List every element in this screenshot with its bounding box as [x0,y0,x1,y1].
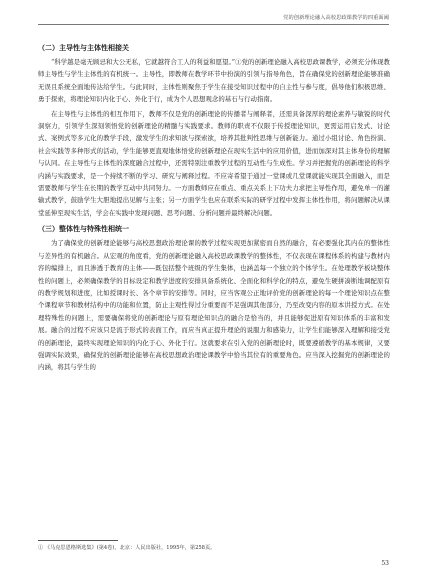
footnote-divider [38,540,118,541]
paragraph: 在主导性与主体性的相互作用下，教师不仅是党的创新理论的传播者与阐释者，还需具备深厚的理论素养与敏锐的时代洞察力，引领学生深刻领悟党的创新理论的精髓与实践要求。教师的职责不仅限于传授理论知识，更需运用启发式、讨论式、案例式等多元化的教学手段，激发学生的求知欲与探索欲，培养其批判性思维与创新能力。通过小组讨论、角色扮演、社会实践等多种形式的活动，学生能够更直观地体悟党的创新理论在现实生活中的应用价值，进而加深对其主体身份的理解与认同。在主导性与主体性的深度融合过程中，还需特别注重教学过程的互动性与生成性。学习并把握党的创新理论的科学内涵与实践要求，是一个持续不断的学习、研究与阐释过程。不应寄希望于通过一堂课或几堂课就能实现其全面融入，而是需要教师与学生在长期的教学互动中共同努力。一方面教师应在重点、重点关系上下功夫力求把主导性作用，避免单一的灌输式教学，鼓励学生大胆地提出见解与主张；另一方面学生也应在联系实际的研学过程中发挥主体性作用，将问题解决从课堂延伸至现实生活，学会在实践中发现问题、思考问题、分析问题并最终解决问题。 [38,109,390,217]
body-content [38,38,390,376]
footnote: ① 《马克思恩格斯选集》(第4卷)，北京：人民出版社，1995年，第258页。 [38,545,216,551]
running-header [38,14,389,25]
page-number: 53 [381,560,389,567]
footnote-area [38,540,390,552]
paragraph: 为了确保党的创新理论能够与高校思想政治理论课的教学过程实现更加紧密而自然的融合，有必要强化其内在的整体性与差异性的有机融合。从宏观的角度看，党的创新理论融入高校思政课教学的整体性，不仅表现在课程体系的构建与教材内容的编排上，而且渗透于教育的主体——既包括整个班级的学生集体，也涵盖每一个独立的个体学生。在处理教学板块整体性的问题上，必须确保教学的目标设定和教学进度的安排具备系统化、全面化和科学化的特点，避免生硬拼凑断地调配原有的教学规划和进度，比如授课时长、各个章节的安排等。同时，应当客观公正地评价党的创新理论的每一个理论知识点在整个课程章节和教材结构中的功能和位置，防止主观性得过分重要而不足强调其他部分，乃至改变内容的原本讲授方式。在处理特殊性的问题上，需要确保将党的创新理论与原有理论知识点的融合是恰当的，并且能够促进原有知识体系的丰富和发展。融合的过程不应该只是流于形式的表面工作，而应当真正提升理论的说服力和感染力，让学生们能够深入理解和接受党的创新理论，最终实现理论知识的内化于心、外化于行。这就要求在引入党的创新理论时，既要遵循教学的基本规律，又要强调实际效果，确保党的创新理论能够在高校思想政治理论课教学中恰当其位有的重要角色。应当深入挖掘党的创新理论的内涵，将其与学生的 [38,239,390,372]
paragraph: “科学越是毫无顾忌和大公无私，它就越符合工人的利益和愿望。”①党的创新理论融入高校思政课教学，必须充分体现教师主导性与学生主体性的有机统一。主导性，即教师在教学环节中扮演的引领与指导角色，旨在确保党的创新理论能够准确无误且系统全面地传达给学生。与此同时，主体性则聚焦于学生在接受知识过程中的自主性与参与度，倡导他们积极思维、勇于探索，将理论知识内化于心、外化于行，成为个人思想观念的基石与行动指南。 [38,58,390,104]
section-heading-3: （三）整体性与特殊性相统一 [38,225,129,234]
section-heading-2: （二）主导性与主体性相接关 [38,44,129,52]
running-title: 党的创新理论融入高校思政课教学的四重面阈 [283,15,389,21]
